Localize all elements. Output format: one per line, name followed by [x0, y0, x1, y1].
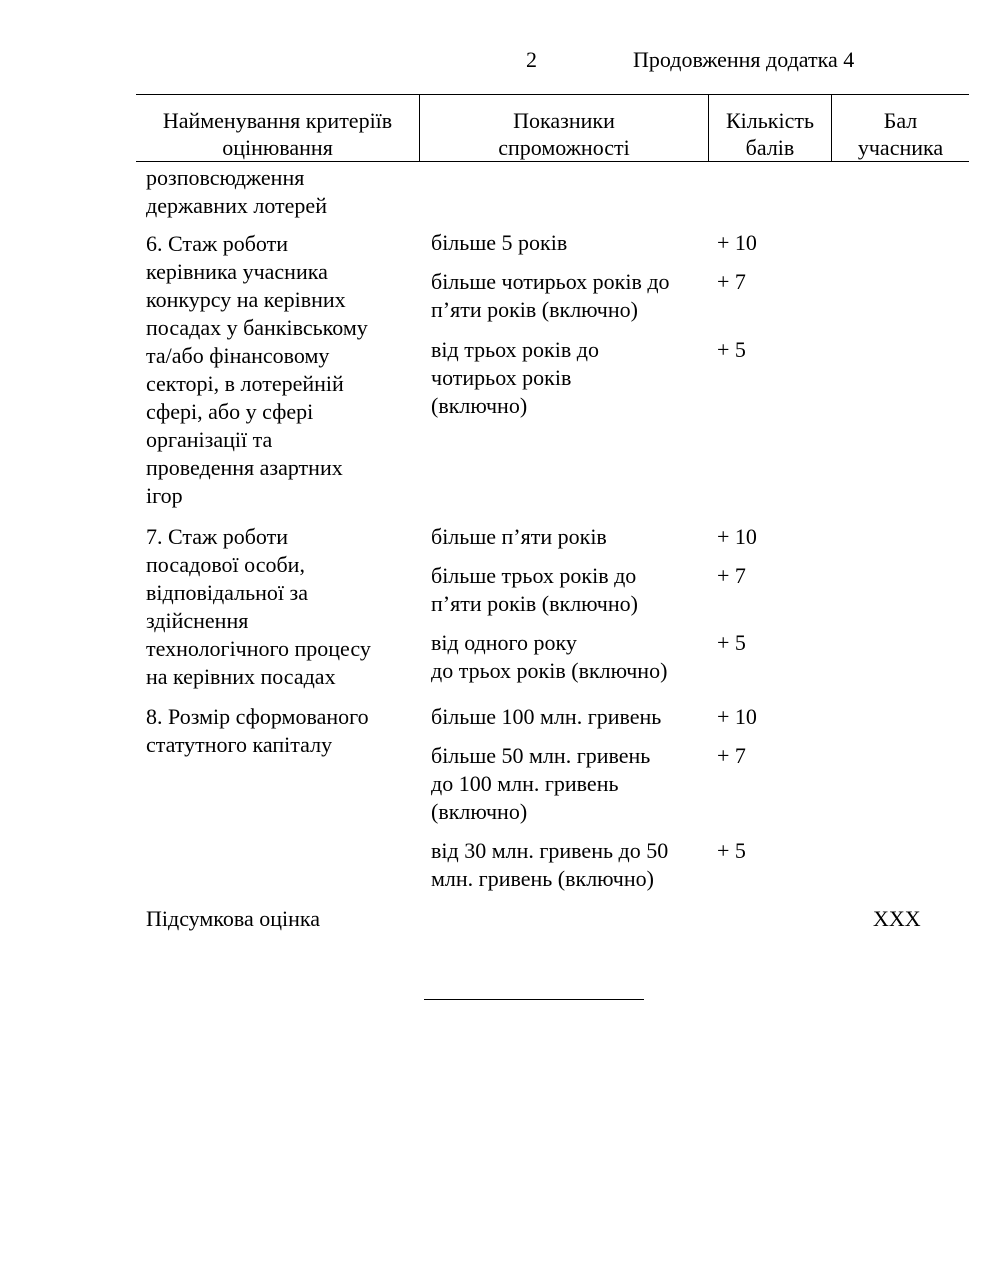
- carry-over-criterion: розповсюдження державних лотерей: [146, 165, 327, 218]
- points-8-3: + 5: [717, 838, 746, 863]
- column-header-participant-score: Бал учасника: [857, 108, 944, 160]
- page-number: 2: [526, 47, 537, 72]
- footer-rule: [424, 999, 644, 1000]
- column-header-indicators: Показники спроможності: [498, 108, 630, 160]
- points-6-3: + 5: [717, 337, 746, 362]
- points-6-2: + 7: [717, 269, 746, 294]
- criterion-8: 8. Розмір сформованого статутного капіталу: [146, 704, 369, 757]
- indicator-6-3: від трьох років до чотирьох років (включно): [431, 337, 599, 418]
- column-header-criteria: Найменування критеріїв оцінювання: [162, 108, 393, 160]
- indicator-8-1: більше 100 млн. гривень: [431, 704, 662, 729]
- criterion-7: 7. Стаж роботи посадової особи, відповідальної за здійснення технологічного процесу на керівних посадах: [146, 524, 371, 689]
- total-value: XXX: [873, 906, 921, 931]
- table-header-bottom-border: [136, 161, 969, 162]
- points-8-1: + 10: [717, 704, 757, 729]
- points-6-1: + 10: [717, 230, 757, 255]
- total-label: Підсумкова оцінка: [146, 906, 321, 931]
- indicator-8-3: від 30 млн. гривень до 50 млн. гривень (включно): [431, 838, 669, 891]
- indicator-7-1: більше п’яти років: [431, 524, 607, 549]
- indicator-6-1: більше 5 років: [431, 230, 568, 255]
- points-7-1: + 10: [717, 524, 757, 549]
- indicator-7-2: більше трьох років до п’яти років (включно): [431, 563, 638, 616]
- indicator-8-2: більше 50 млн. гривень до 100 млн. гривень (включно): [431, 743, 651, 824]
- indicator-7-3: від одного року до трьох років (включно): [431, 630, 668, 683]
- continuation-label: Продовження додатка 4: [633, 47, 855, 72]
- criterion-6: 6. Стаж роботи керівника учасника конкурсу на керівних посадах у банківському та/або фінансовому секторі, в лотерейній сфері, або у сфері організації та проведення азартних ігор: [146, 231, 368, 508]
- points-8-2: + 7: [717, 743, 746, 768]
- column-header-points: Кількість балів: [725, 108, 814, 160]
- indicator-6-2: більше чотирьох років до п’яти років (включно): [431, 269, 670, 322]
- points-7-3: + 5: [717, 630, 746, 655]
- table-top-border: [136, 94, 969, 95]
- points-7-2: + 7: [717, 563, 746, 588]
